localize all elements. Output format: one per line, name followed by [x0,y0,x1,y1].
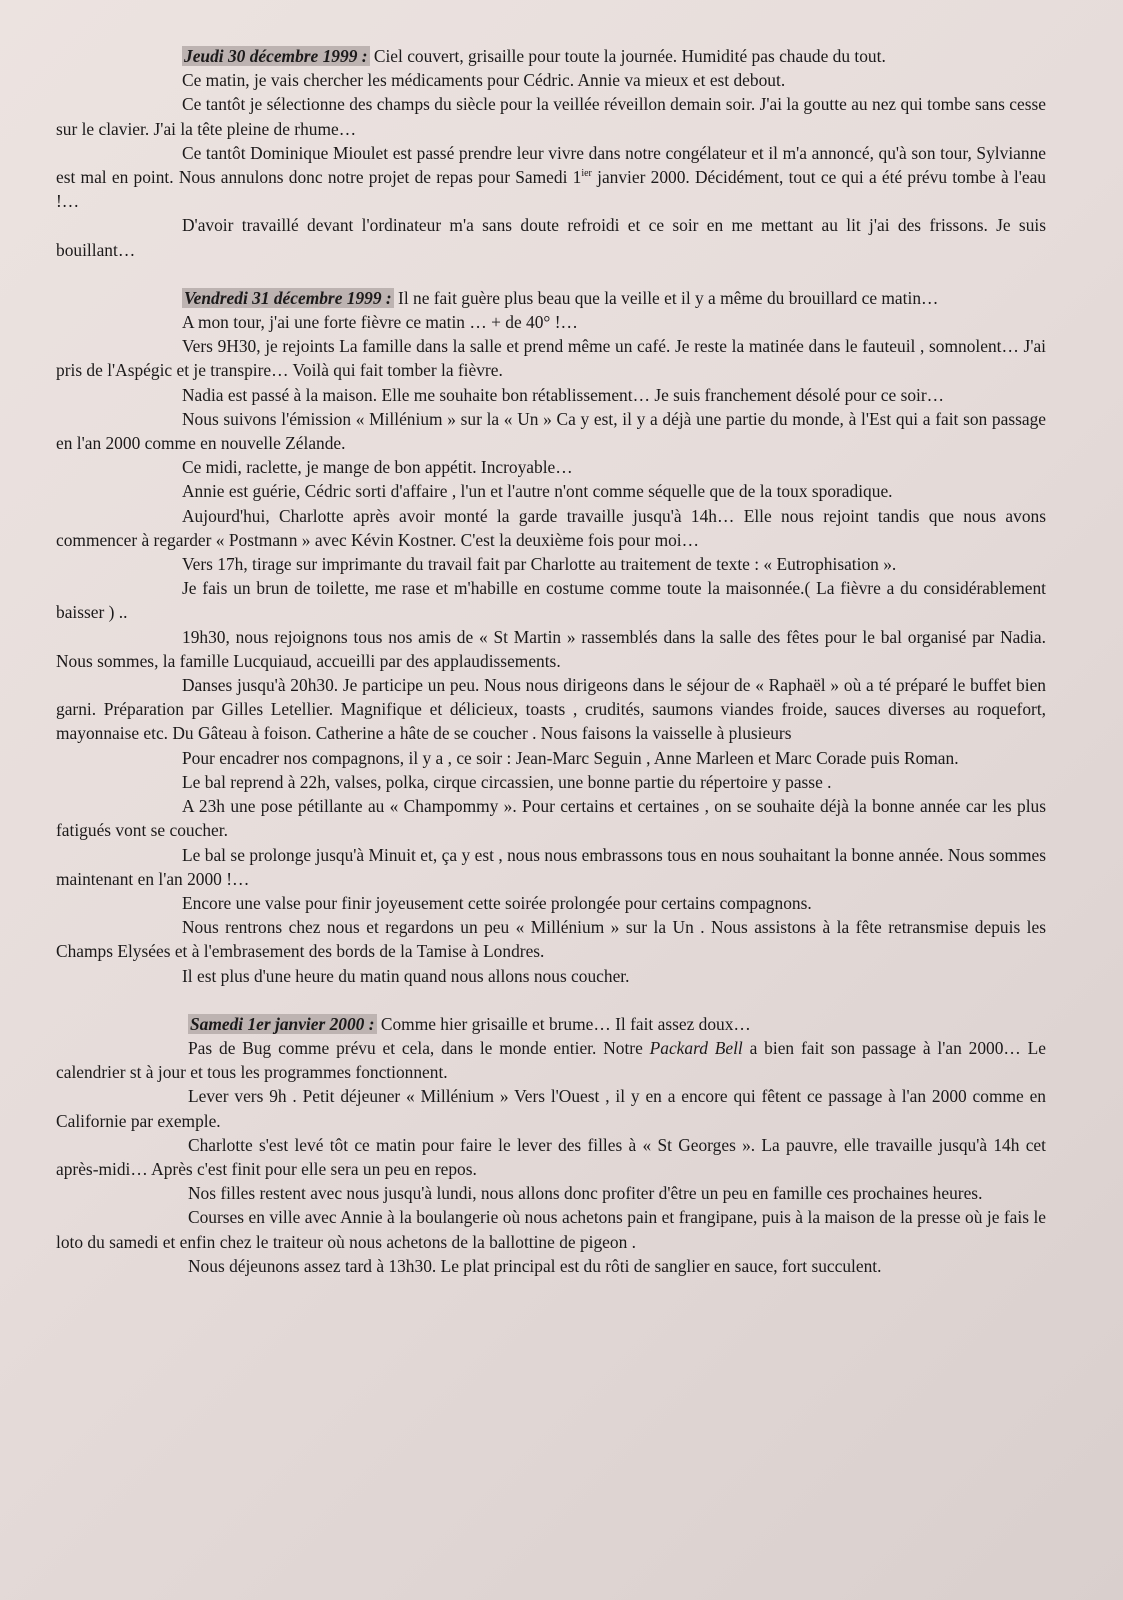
entry-date: Samedi 1er janvier 2000 : [190,1013,375,1034]
paragraph: 19h30, nous rejoignons tous nos amis de « St Martin » rassemblés dans la salle des fêtes pour le bal organisé par Nadia. Nous sommes, la famille Lucquiaud, accueilli par des applaudissements. [56,626,1046,671]
paragraph: Nadia est passé à la maison. Elle me souhaite bon rétablissement… Je suis franchement désolé pour ce soir… [182,384,945,405]
paragraph [56,141,1046,214]
paragraph: Charlotte s'est levé tôt ce matin pour faire le lever des filles à « St Georges ». La pauvre, elle travaille jusqu'à 14h cet après-midi… Après c'est finit pour elle sera un peu en repos. [56,1134,1046,1179]
superscript: ier [581,168,592,180]
paragraph: Il est plus d'une heure du matin quand nous allons nous coucher. [182,965,630,986]
paragraph: Vers 9H30, je rejoints La famille dans la salle et prend même un café. Je reste la matinée dans le fauteuil , somnolent… J'ai pris de l'Aspégic et je transpire… Voilà qui fait tomber la fièvre. [56,336,1046,381]
paragraph: Le bal se prolonge jusqu'à Minuit et, ça y est , nous nous embrassons tous en nous souhaitant la bonne année. Nous sommes maintenant en l'an 2000 !… [56,844,1046,889]
paragraph: A 23h une pose pétillante au « Champommy ». Pour certains et certaines , on se souhaite déjà la bonne année car les plus fatigués vont se coucher. [56,796,1046,841]
paragraph-text: Ce tantôt Dominique Mioulet est passé prendre leur vivre dans notre congélateur et il m'a annoncé, qu'à son tour, Sylvianne est mal en point. Nous annulons donc notre projet de repas pour Samedi 1 [56,142,1046,188]
paragraph: Ce midi, raclette, je mange de bon appétit. Incroyable… [182,457,573,478]
paragraph: Le bal reprend à 22h, valses, polka, cirque circassien, une bonne partie du répertoire y passe . [182,771,832,792]
paragraph: Vers 17h, tirage sur imprimante du travail fait par Charlotte au traitement de texte : « Eutrophisation ». [182,554,897,575]
brand-name: Packard Bell [649,1037,743,1058]
paragraph: Nous rentrons chez nous et regardons un peu « Millénium » sur la Un . Nous assistons à la fête retransmise depuis les Champs Elysées et à l'embrasement des bords de la Tamise à Londres. [56,917,1046,962]
entry-intro: Comme hier grisaille et brume… Il fait assez doux… [376,1013,751,1034]
paragraph: Courses en ville avec Annie à la boulangerie où nous achetons pain et frangipane, puis à la maison de la presse où je fais le loto du samedi et enfin chez le traiteur où nous achetons de la ballottine de pigeon . [56,1207,1046,1252]
paragraph: Danses jusqu'à 20h30. Je participe un peu. Nous nous dirigeons dans le séjour de « Raphaël » où a té préparé le buffet bien garni. Préparation par Gilles Letellier. Magnifique et délicieux, toasts , crudités, saumons viandes froide, sauces diverses au roquefort, mayonnaise etc. Du Gâteau à foison. Catherine a hâte de se coucher . Nous faisons la vaisselle à plusieurs [56,675,1046,744]
paragraph: Nous suivons l'émission « Millénium » sur la « Un » Ca y est, il y a déjà une partie du monde, à l'Est qui a fait son passage en l'an 2000 comme en nouvelle Zélande. [56,408,1046,454]
paragraph: Aujourd'hui, Charlotte après avoir monté la garde travaille jusqu'à 14h… Elle nous rejoint tandis que nous avons commencer à regarder « Postmann » avec Kévin Kostner. C'est la deuxième fois pour moi… [56,505,1046,550]
paragraph-text: Pas de Bug comme prévu et cela, dans le monde entier. Notre [188,1037,650,1058]
diary-entry-thursday [56,44,1046,262]
entry-date: Vendredi 31 décembre 1999 : [184,287,392,308]
paragraph: Nous déjeunons assez tard à 13h30. Le plat principal est du rôti de sanglier en sauce, fort succulent. [188,1255,882,1276]
paragraph: Encore une valse pour finir joyeusement cette soirée prolongée pour certains compagnons. [182,892,812,913]
entry-date: Jeudi 30 décembre 1999 : [184,46,368,66]
paragraph: Annie est guérie, Cédric sorti d'affaire , l'un et l'autre n'ont comme séquelle que de la toux sporadique. [182,481,893,502]
entry-intro: Il ne fait guère plus beau que la veille et il y a même du brouillard ce matin… [393,287,939,308]
entry-intro: Ciel couvert, grisaille pour toute la journée. Humidité pas chaude du tout. [369,46,886,66]
paragraph: Pour encadrer nos compagnons, il y a , ce soir : Jean-Marc Seguin , Anne Marleen et Marc Corade puis Roman. [182,747,959,768]
entry-heading-paragraph [56,286,1046,310]
diary-entry-saturday [56,1012,1046,1278]
paragraph-text: janvier 2000. Décidément, tout ce qui a été prévu tombe à l'eau !… [56,167,1046,212]
paragraph: Nos filles restent avec nous jusqu'à lundi, nous allons donc profiter d'être un peu en famille ces prochaines heures. [188,1183,983,1204]
paragraph: A mon tour, j'ai une forte fièvre ce matin … + de 40° !… [182,312,578,333]
paragraph: Je fais un brun de toilette, me rase et m'habille en costume comme toute la maisonnée.( La fièvre a du considérablement baisser ) .. [56,578,1046,623]
paragraph: D'avoir travaillé devant l'ordinateur m'a sans doute refroidi et ce soir en me mettant au lit j'ai des frissons. Je suis bouillant… [56,215,1046,260]
paragraph: Ce matin, je vais chercher les médicaments pour Cédric. Annie va mieux et est debout. [182,70,786,91]
diary-document [56,44,1046,1278]
paragraph: Ce tantôt je sélectionne des champs du siècle pour la veillée réveillon demain soir. J'ai la goutte au nez qui tombe sans cesse sur le clavier. J'ai la tête pleine de rhume… [56,94,1046,139]
entry-heading-paragraph [56,1012,1046,1036]
paragraph [56,1036,1046,1084]
entry-heading-paragraph [56,44,1046,68]
diary-entry-friday [56,286,1046,988]
paragraph: Lever vers 9h . Petit déjeuner « Millénium » Vers l'Ouest , il y en a encore qui fêtent ce passage à l'an 2000 comme en Californie par exemple. [56,1086,1046,1131]
paragraph-text: a bien fait son passage à l'an 2000… Le calendrier st à jour et tous les programmes fonctionnent. [56,1037,1047,1083]
